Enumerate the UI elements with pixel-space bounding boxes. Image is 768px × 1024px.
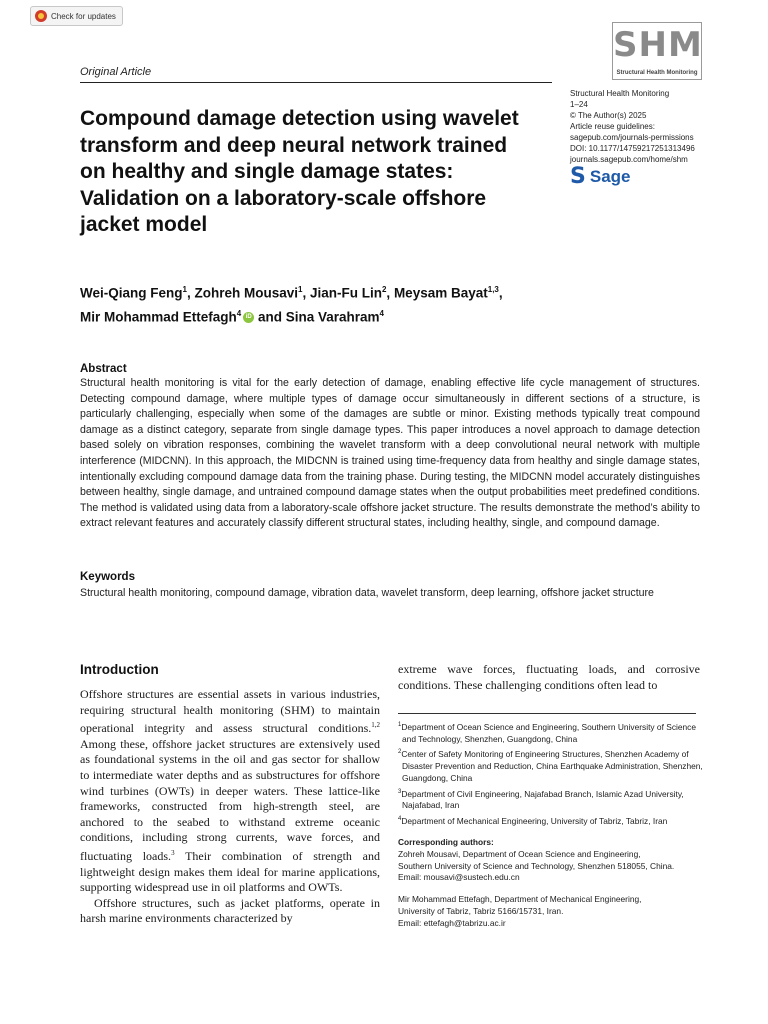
header-divider [80,82,552,83]
corresponding-line: University of Tabriz, Tabriz 5166/15731, Iran. [398,905,564,916]
footnote-number: 1 [398,722,402,728]
introduction-left-column [80,687,380,927]
footnote-text: Center of Safety Monitoring of Engineering Structures, Shenzhen Academy of Disaster Prevention and Reduction, China Earthquake Administration, Shenzhen, Guangdong, China [401,749,703,783]
crossmark-icon [35,10,47,22]
email-link[interactable]: Email: ettefagh@tabrizu.ac.ir [398,917,506,928]
footnote-number: 2 [398,749,402,756]
footnote-number: 4 [398,815,402,822]
journal-home-link[interactable]: journals.sagepub.com/home/shm [570,155,688,164]
introduction-right-column: extreme wave forces, fluctuating loads, and corrosive conditions. These challenging conditions often lead to [398,662,700,692]
introduction-heading: Introduction [80,662,159,677]
copyright: © The Author(s) 2025 [570,111,647,120]
keywords-heading: Keywords [80,571,135,583]
email-link[interactable]: Email: mousavi@sustech.edu.cn [398,872,520,883]
author-separator: , [302,285,310,301]
footnote-item [398,814,708,828]
author-affiliation: 1 [298,285,303,294]
sage-s-icon: S [570,164,586,189]
paper-title: Compound damage detection using wavelet transform and deep neural network trained on healthy and single damage states: Validation on a laboratory-scale offshore jacket model [80,107,519,236]
permissions-link[interactable]: sagepub.com/journals-permissions [570,133,694,142]
author-name[interactable]: Wei-Qiang Feng [80,285,183,301]
corresponding-line: Mir Mohammad Ettefagh, Department of Mechanical Engineering, [398,894,642,905]
author-affiliation: 1 [182,285,187,294]
journal-name: Structural Health Monitoring [570,89,670,98]
abstract-text: Structural health monitoring is vital for the early detection of damage, enabling effective life cycle management of structures. Detecting compound damage, where multiple types of damage occur simultaneously in different sections of a structure, is particularly challenging, especially when some of the damages are subtle or minor. Existing methods typically treat compound damage as a distinct category, separate from single damage types. This paper introduces a novel approach to damage detection based solely on vibration responses, combining the wavelet transform with a deep convolutional neural network with multiple interference (MIDCNN). In this approach, the MIDCNN is trained using time-frequency data from healthy and single damage states, intentionally excluding compound damage data from the training phase. During testing, the MIDCNN model accurately distinguishes between healthy, single damage, and untrained compound damage states when the output probabilities meet predefined conditions. The method is validated using data from a laboratory-scale offshore jacket structure. The results demonstrate the method’s ability to extract relevant features and accurately classify different structural states, including healthy, single, and compound damage. [80,377,700,530]
footnote-item [398,787,708,812]
check-for-updates-button[interactable] [30,6,123,26]
affiliation-footnotes [398,720,708,830]
corresponding-line: Southern University of Science and Technology, Shenzhen 518055, China. [398,860,675,871]
footnote-text: Department of Ocean Science and Engineering, Southern University of Science and Technology, Shenzhen, Guangdong, China [401,721,697,744]
author-name[interactable]: and Sina Varahram [257,309,380,324]
author-affiliation: 2 [381,285,387,294]
author-name[interactable]: Mir Mohammad Ettefagh [80,309,237,324]
journal-meta [570,88,750,165]
citation-ref[interactable]: 1,2 [371,721,380,730]
journal-logo [612,22,702,80]
keywords-text: Structural health monitoring, compound damage, vibration data, wavelet transform, deep learning, offshore jacket structure [80,587,654,599]
footnote-text: Department of Civil Engineering, Najafabad Branch, Islamic Azad University, Najafabad, Iran [401,788,684,811]
author-separator: , [498,285,503,301]
corresponding-block [398,894,708,929]
author-name[interactable]: Meysam Bayat [393,285,488,301]
logo-text: SHM [613,25,703,65]
author-name[interactable]: Zohreh Mousavi [194,285,298,301]
intro-text: Among these, offshore jacket structures are extensively used as foundational systems in the oil and gas sector for shallow to intermediate water depths and as substructures for offshore wind turbines (OWTs) in deeper waters. These lattice-like frameworks, constructed from high-strength steel, are anchored to the seabed to withstand extreme oceanic conditions, including strong currents, wave forces, and fluctuating loads. [80,736,380,863]
footnote-item [398,720,708,745]
corresponding-block [398,849,708,884]
footnote-number: 3 [398,788,402,795]
author-affiliation: 4 [236,308,242,318]
author-name[interactable]: Jian-Fu Lin [309,285,382,301]
abstract-heading: Abstract [80,363,127,375]
publisher-logo [570,166,631,188]
corresponding-line: Zohreh Mousavi, Department of Ocean Science and Engineering, [398,848,641,859]
author-list [80,280,600,327]
footnote-item [398,747,708,784]
intro-text: Their combination of strength and lightweight design makes them ideal for marine applications, supporting widespread use in oil platforms and OWTs. [80,848,380,895]
intro-paragraph [80,687,380,896]
reuse-label: Article reuse guidelines: [570,122,655,131]
author-affiliation: 4 [379,308,384,318]
intro-paragraph: Offshore structures, such as jacket platforms, operate in harsh marine environments characterized by [80,895,380,926]
orcid-icon[interactable]: iD [243,312,254,323]
author-separator: , [386,285,394,301]
citation-ref[interactable]: 3 [171,848,175,857]
intro-text: Offshore structures are essential assets in various industries, requiring structural health monitoring (SHM) to maintain operational integrity and assess structural conditions. [80,687,380,736]
page-range: 1–24 [570,100,588,109]
author-separator: , [186,285,195,301]
footnote-divider [398,713,696,714]
check-for-updates-label: Check for updates [51,11,116,21]
corresponding-heading: Corresponding authors: [398,837,494,847]
footnote-text: Department of Mechanical Engineering, University of Tabriz, Tabriz, Iran [401,815,668,826]
logo-subtitle: Structural Health Monitoring [616,70,698,76]
author-affiliation: 1,3 [487,285,499,294]
publisher-name: Sage [589,167,631,186]
doi-link[interactable]: DOI: 10.1177/14759217251313496 [570,144,695,153]
corresponding-authors [398,837,708,940]
article-type: Original Article [80,66,152,78]
